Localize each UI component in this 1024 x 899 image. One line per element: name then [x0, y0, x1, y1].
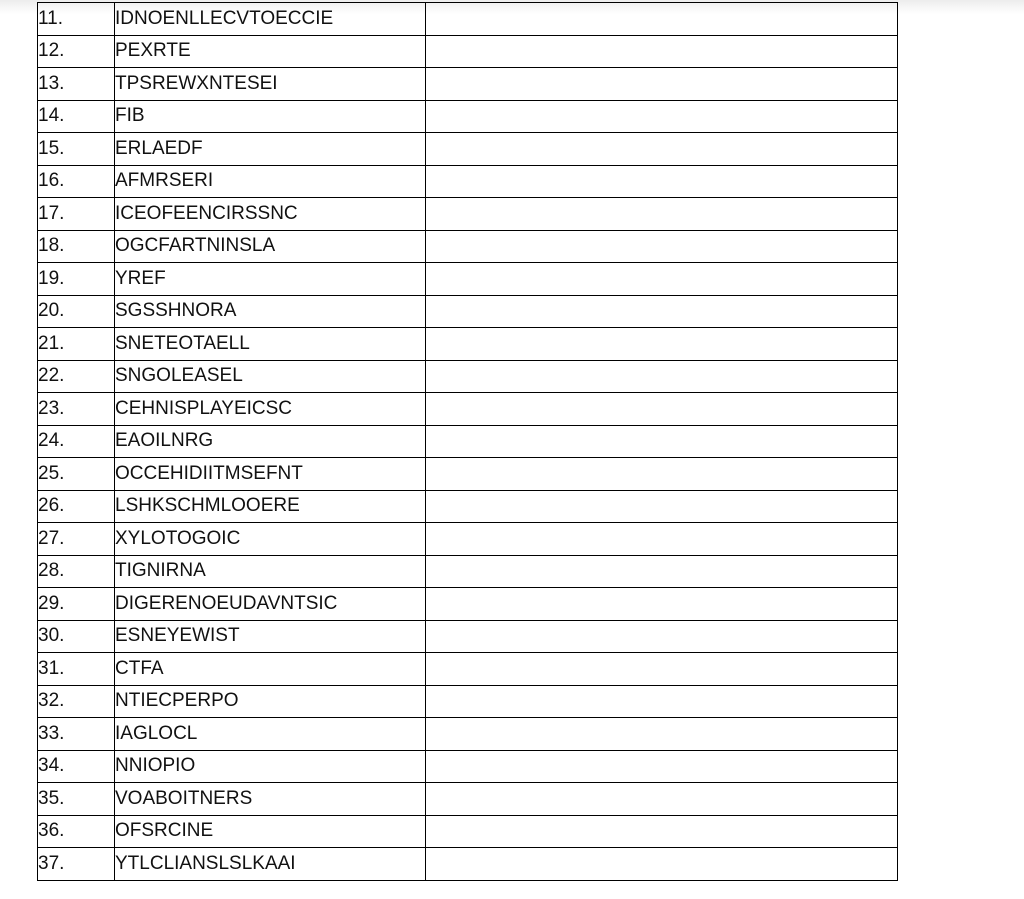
row-number: 29. — [38, 588, 115, 621]
table-row — [38, 3, 898, 36]
answer-cell[interactable] — [426, 68, 898, 101]
table-row — [38, 328, 898, 361]
table-row — [38, 35, 898, 68]
answer-cell[interactable] — [426, 458, 898, 491]
table-row — [38, 523, 898, 556]
table-row — [38, 100, 898, 133]
answer-cell[interactable] — [426, 165, 898, 198]
answer-cell[interactable] — [426, 815, 898, 848]
table-row — [38, 263, 898, 296]
row-number: 12. — [38, 35, 115, 68]
table-row — [38, 133, 898, 166]
answer-cell[interactable] — [426, 685, 898, 718]
scrambled-word: DIGERENOEUDAVNTSIC — [115, 588, 426, 621]
scrambled-word: IDNOENLLECVTOECCIE — [115, 3, 426, 36]
row-number: 18. — [38, 230, 115, 263]
row-number: 22. — [38, 360, 115, 393]
row-number: 34. — [38, 750, 115, 783]
scrambled-word: SNETEOTAELL — [115, 328, 426, 361]
table-row — [38, 620, 898, 653]
row-number: 11. — [38, 3, 115, 36]
row-number: 27. — [38, 523, 115, 556]
scrambled-word: SNGOLEASEL — [115, 360, 426, 393]
answer-cell[interactable] — [426, 848, 898, 881]
table-row — [38, 360, 898, 393]
word-scramble-table — [37, 2, 898, 881]
answer-cell[interactable] — [426, 425, 898, 458]
table-row — [38, 165, 898, 198]
answer-cell[interactable] — [426, 588, 898, 621]
row-number: 25. — [38, 458, 115, 491]
scrambled-word: ESNEYEWIST — [115, 620, 426, 653]
scrambled-word: CEHNISPLAYEICSC — [115, 393, 426, 426]
table-row — [38, 815, 898, 848]
scrambled-word: LSHKSCHMLOOERE — [115, 490, 426, 523]
table-row — [38, 425, 898, 458]
scrambled-word: ICEOFEENCIRSSNC — [115, 198, 426, 231]
scrambled-word: YREF — [115, 263, 426, 296]
answer-cell[interactable] — [426, 750, 898, 783]
scrambled-word: ERLAEDF — [115, 133, 426, 166]
answer-cell[interactable] — [426, 490, 898, 523]
table-row — [38, 295, 898, 328]
scrambled-word: XYLOTOGOIC — [115, 523, 426, 556]
answer-cell[interactable] — [426, 3, 898, 36]
table-row — [38, 718, 898, 751]
row-number: 28. — [38, 555, 115, 588]
row-number: 30. — [38, 620, 115, 653]
answer-cell[interactable] — [426, 620, 898, 653]
answer-cell[interactable] — [426, 263, 898, 296]
row-number: 14. — [38, 100, 115, 133]
table-row — [38, 490, 898, 523]
scrambled-word: OGCFARTNINSLA — [115, 230, 426, 263]
row-number: 33. — [38, 718, 115, 751]
row-number: 37. — [38, 848, 115, 881]
scrambled-word: IAGLOCL — [115, 718, 426, 751]
table-row — [38, 750, 898, 783]
table-row — [38, 68, 898, 101]
table-row — [38, 393, 898, 426]
answer-cell[interactable] — [426, 783, 898, 816]
answer-cell[interactable] — [426, 360, 898, 393]
row-number: 15. — [38, 133, 115, 166]
answer-cell[interactable] — [426, 230, 898, 263]
scrambled-word: SGSSHNORA — [115, 295, 426, 328]
answer-cell[interactable] — [426, 393, 898, 426]
scrambled-word: NTIECPERPO — [115, 685, 426, 718]
scrambled-word: FIB — [115, 100, 426, 133]
answer-cell[interactable] — [426, 523, 898, 556]
table-row — [38, 230, 898, 263]
scrambled-word: PEXRTE — [115, 35, 426, 68]
answer-cell[interactable] — [426, 100, 898, 133]
scrambled-word: TIGNIRNA — [115, 555, 426, 588]
scrambled-word: OCCEHIDIITMSEFNT — [115, 458, 426, 491]
scrambled-word: AFMRSERI — [115, 165, 426, 198]
table-row — [38, 458, 898, 491]
scrambled-word: EAOILNRG — [115, 425, 426, 458]
row-number: 23. — [38, 393, 115, 426]
table-body — [38, 3, 898, 881]
table-row — [38, 848, 898, 881]
table-row — [38, 555, 898, 588]
table-row — [38, 198, 898, 231]
answer-cell[interactable] — [426, 718, 898, 751]
answer-cell[interactable] — [426, 35, 898, 68]
answer-cell[interactable] — [426, 133, 898, 166]
scrambled-word: TPSREWXNTESEI — [115, 68, 426, 101]
scrambled-word: YTLCLIANSLSLKAAI — [115, 848, 426, 881]
table-row — [38, 588, 898, 621]
scrambled-word: VOABOITNERS — [115, 783, 426, 816]
answer-cell[interactable] — [426, 328, 898, 361]
row-number: 24. — [38, 425, 115, 458]
scrambled-word: OFSRCINE — [115, 815, 426, 848]
row-number: 13. — [38, 68, 115, 101]
row-number: 35. — [38, 783, 115, 816]
row-number: 21. — [38, 328, 115, 361]
row-number: 20. — [38, 295, 115, 328]
row-number: 32. — [38, 685, 115, 718]
row-number: 16. — [38, 165, 115, 198]
scrambled-word: CTFA — [115, 653, 426, 686]
row-number: 17. — [38, 198, 115, 231]
table-row — [38, 783, 898, 816]
answer-cell[interactable] — [426, 198, 898, 231]
answer-cell[interactable] — [426, 653, 898, 686]
answer-cell[interactable] — [426, 295, 898, 328]
row-number: 26. — [38, 490, 115, 523]
table-row — [38, 685, 898, 718]
table-row — [38, 653, 898, 686]
row-number: 31. — [38, 653, 115, 686]
row-number: 19. — [38, 263, 115, 296]
answer-cell[interactable] — [426, 555, 898, 588]
row-number: 36. — [38, 815, 115, 848]
scrambled-word: NNIOPIO — [115, 750, 426, 783]
